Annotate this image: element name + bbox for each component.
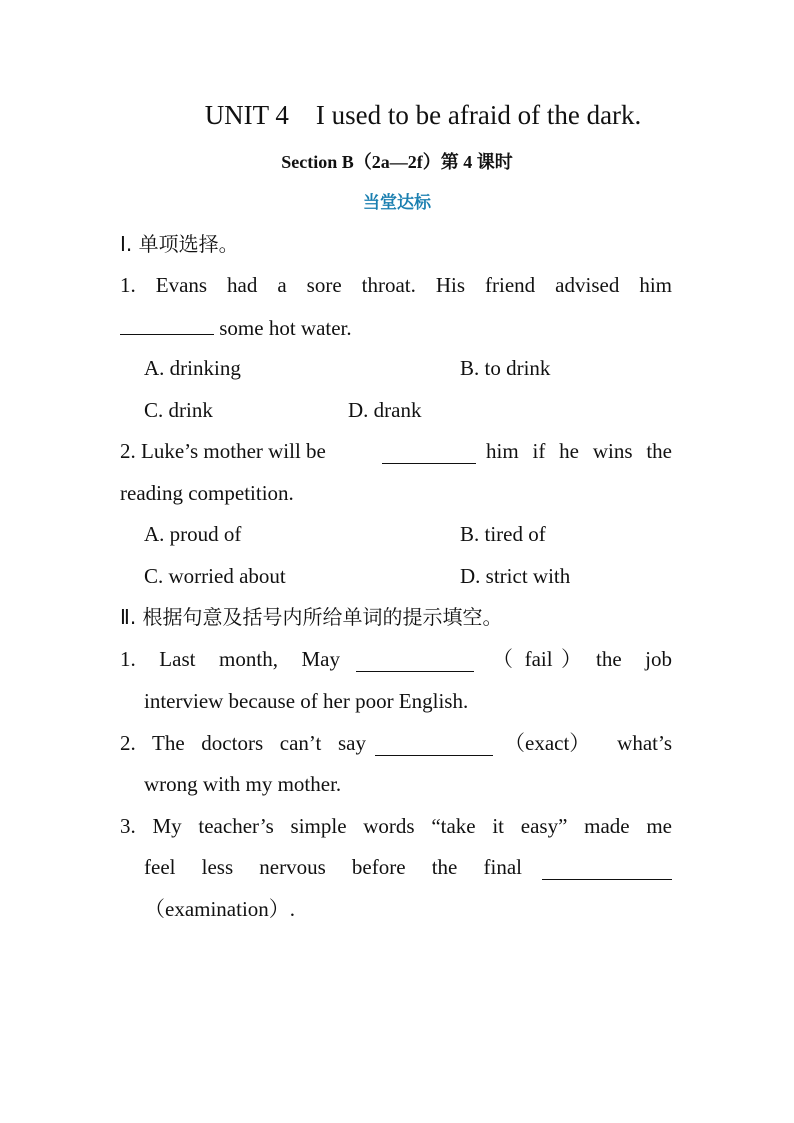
answer-blank[interactable] [382, 441, 476, 464]
q1-option-c: C. drink [144, 398, 213, 422]
answer-blank[interactable] [375, 733, 493, 756]
p2-q1-after: the job [596, 647, 672, 671]
q2-option-d: D. strict with [460, 564, 571, 588]
answer-blank[interactable] [542, 857, 672, 880]
unit-title: UNIT 4 I used to be afraid of the dark. [204, 100, 642, 130]
part2-heading: Ⅱ. 根据句意及括号内所给单词的提示填空。 [120, 605, 503, 629]
p2-q2-before: 2. The doctors can’t say [120, 731, 366, 755]
q1-line2-text: some hot water. [214, 316, 352, 340]
p2-q2-after: what’s [617, 731, 672, 755]
q2-line1-before: 2. Luke’s mother will be [120, 439, 326, 463]
practice-heading: 当堂达标 [363, 193, 431, 213]
p2-q2-line2: wrong with my mother. [144, 772, 342, 796]
q2-option-b: B. tired of [460, 522, 546, 546]
q2-option-c: C. worried about [144, 564, 286, 588]
q1-option-a: A. drinking [144, 356, 241, 380]
part1-heading: Ⅰ. 单项选择。 [120, 232, 239, 256]
p2-q3-line1: 3. My teacher’s simple words “take it easy” made me [120, 814, 672, 838]
p2-q3-line3: （examination）. [144, 897, 296, 921]
answer-blank[interactable] [120, 312, 214, 335]
answer-blank[interactable] [356, 649, 474, 672]
p2-q2-hint: （exact） [504, 731, 591, 755]
q1-option-b: B. to drink [460, 356, 551, 380]
q1-line1: 1. Evans had a sore throat. His friend advised him [120, 273, 672, 297]
q2-line2: reading competition. [120, 481, 294, 505]
q2-line1-after: him if he wins the [486, 439, 672, 463]
q2-option-a: A. proud of [144, 522, 242, 546]
q1-line2 [120, 312, 352, 342]
q1-option-d: D. drank [348, 398, 422, 422]
p2-q1-line2: interview because of her poor English. [144, 689, 469, 713]
p2-q3-line2: feel less nervous before the final [144, 855, 522, 879]
p2-q1-hint: （ fail ） [492, 647, 582, 671]
section-title: Section B（2a—2f）第 4 课时 [281, 152, 513, 172]
p2-q1-before: 1. Last month, May [120, 647, 340, 671]
